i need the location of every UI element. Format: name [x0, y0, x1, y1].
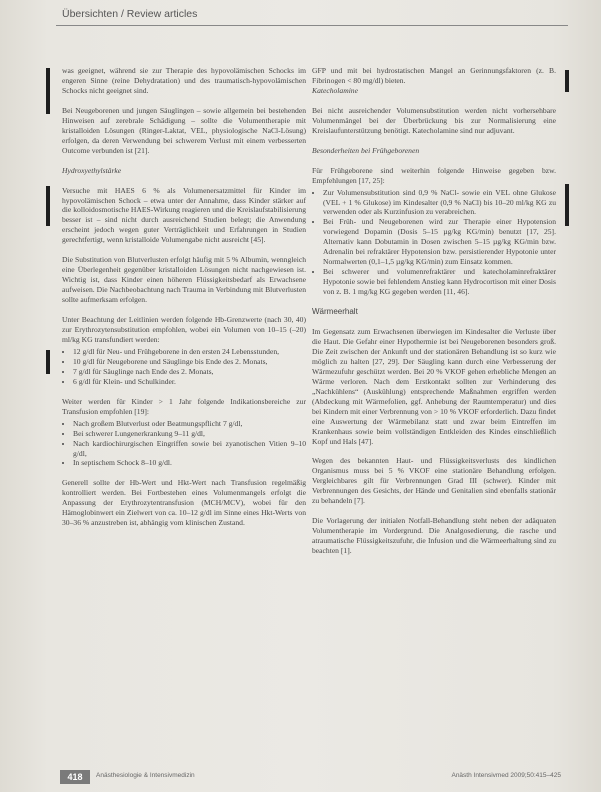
section-header: Übersichten / Review articles — [62, 8, 198, 20]
list-item: • 7 g/dl für Säuglinge nach Ende des 2. Monats, — [73, 367, 306, 377]
list-item: • In septischem Schock 8–10 g/dl. — [73, 458, 306, 468]
list-item: • 12 g/dl für Neu- und Frühgeborene in den ersten 24 Lebensstunden, — [73, 347, 306, 357]
list-item: • 6 g/dl für Klein- und Schulkinder. — [73, 377, 306, 387]
header-rule — [56, 25, 568, 26]
paragraph: Unter Beachtung der Leitlinien werden folgende Hb-Grenzwerte (nach 30, 40) zur Erythrozytensubstitution empfohlen, wobei ein Volumen von 10–15 (–20) ml/kg KG transfundiert werden: — [62, 315, 306, 344]
change-bar — [46, 68, 50, 114]
left-column — [62, 66, 306, 538]
paragraph: Bei nicht ausreichender Volumensubstitution werden nicht vorhersehbare Volumenmängel bei der Überbrückung bis zur Normalisierung eine Kreislaufunterstützung benötigt. Katecholamine sind nur adjuvant. — [312, 105, 556, 135]
list-item: • Bei schwerer und volumenrefraktärer und katecholaminrefraktärer Hypotonie sowie bei fehlendem Anstieg kann Hydrocortison mit einer Dosis von z. B. 1 mg/kg KG gegeben werden [11, 46]. — [323, 267, 556, 297]
bullet-list — [62, 347, 306, 387]
section-title: Wärmeerhalt — [312, 307, 358, 317]
paragraph: Die Substitution von Blutverlusten erfolgt häufig mit 5 % Albumin, wenngleich eine Überlegenheit gegenüber kristalloiden Lösungen nicht nachgewiesen ist. Wichtig ist, dass Kinder einen höheren Flüssigkeitsbedarf als Erwachsene aufweisen. Die Nachbeobachtung nach Trauma in Verbindung mit Blutverlusten sollte aufmerksam erfolgen. — [62, 255, 306, 305]
subheading: Hydroxyethylstärke — [62, 165, 122, 175]
bullet-list — [62, 419, 306, 469]
list-item: • Bei Früh- und Neugeborenen wird zur Therapie einer Hypotension vorwiegend Dopamin (Dosis 5–15 µg/kg KG/min) benutzt [17, 25]. Alternativ kann Dobutamin in Dosen zwischen 5–15 µg/kg KG/min bzw. Adrenalin bei refraktärer Hypotension bzw. persistierender Hypotonie unter Normalwerten (0,1–1,5 µg/kg KG/min) zum Einsatz kommen. — [323, 217, 556, 267]
footer-journal: Anästhesiologie & Intensivmedizin — [96, 772, 195, 779]
change-bar — [46, 186, 50, 226]
paragraph: Im Gegensatz zum Erwachsenen überwiegen im Kindesalter die Verluste über die Haut. Die Gefahr einer Hypothermie ist bei Neugeborenen besonders groß. Die Zeit zwischen der Ankunft und der stationären Behandlung ist so kurz wie möglich zu halten [27, 29]. Der Säugling kann durch eine Verbesserung der Wärmezufuhr geschützt werden. Bei 20 % VKOF gehen erhebliche Mengen an Wärme verloren. Nach dem Erstkontakt sollten zur Verhinderung des „Nachkühlens“ (Auskühlung) entsprechende Maßnahmen ergriffen werden (Abdeckung mit Wärmefolien, ggf. Anhebung der Raumtemperatur) und dies bei Kindern mit einer Verbrennung von > 10 % VKOF erforderlich. Dazu findet eine Auswertung der Wärmebilanz statt und zwar beim Eintreffen im Krankenhaus sowie beim vollständigen Entkleiden des Kindes einschließlich Kopf und Hals [47]. — [312, 327, 556, 446]
list-item: • Nach kardiochirurgischen Eingriffen sowie bei zyanotischen Vitien 9–10 g/dl, — [73, 439, 306, 459]
list-item: • Nach großem Blutverlust oder Beatmungspflicht 7 g/dl, — [73, 419, 306, 429]
paragraph: Weiter werden für Kinder > 1 Jahr folgende Indikationsbereiche zur Transfusion empfohlen [19]: — [62, 396, 306, 416]
paragraph: Für Frühgeborene sind weiterhin folgende Hinweise gegeben bzw. Empfehlungen [17, 25]: — [312, 165, 556, 185]
list-item: • 10 g/dl für Neugeborene und Säuglinge bis Ende des 2. Monats, — [73, 357, 306, 367]
bullet-list — [312, 188, 556, 297]
right-column — [312, 66, 556, 566]
paragraph: Versuche mit HAES 6 % als Volumenersatzmittel für Kinder im hypovolämischen Schock – etwa unter der Annahme, dass Kinder stärker auf die kolloidosmotische HAES-Wirkung reagieren und die Kreislaufstabilisierung besser ist – sind nicht durch ausreichend Studien belegt; die Anwendung erscheint jedoch wegen guter Verträglichkeit und Erfahrungen in Studien gerechtfertigt, wenn kristalloide Volumengabe nicht ausreicht [45]. — [62, 185, 306, 245]
paragraph: Wegen des bekannten Haut- und Flüssigkeitsverlusts des kindlichen Organismus muss bei 5 % VKOF eine stationäre Behandlung erfolgen. Vergleichbares gilt für Verbrennungen Grad III (schwer). Kinder mit Verbrennungen des Gesichts, der Hände und Genitalien sind ebenfalls stationär zu behandeln [7]. — [312, 456, 556, 506]
subheading: Besonderheiten bei Frühgeborenen — [312, 145, 420, 155]
list-item: • Zur Volumensubstitution sind 0,9 % NaCl- sowie ein VEL ohne Glukose (VEL + 1 % Glukose) im Kindesalter (0,9 % NaCl) bis 10–20 ml/kg KG zu verwenden oder als Kurzinfusion zu verabreichen. — [323, 188, 556, 218]
paragraph: Die Vorlagerung der initialen Notfall-Behandlung steht neben der adäquaten Volumentherapie im Vordergrund. Die Analgosedierung, die rasche und atraumatische Flüssigkeitszufuhr, die Infusion und die Wärmeerhaltung sind zu beachten [1]. — [312, 516, 556, 556]
paragraph: GFP und mit bei hydrostatischen Mangel an Gerinnungsfaktoren (z. B. Fibrinogen < 80 mg/dl) bieten. — [312, 66, 556, 85]
change-bar — [46, 350, 50, 374]
paragraph: Bei Neugeborenen und jungen Säuglingen – sowie allgemein bei bestehenden Hinweisen auf zerebrale Schädigung – sollte die Volumentherapie mit kristalloiden Lösungen (Ringer-Laktat, VEL, physiologische NaCl-Lösung) erfolgen, da deren Verwendung bei schwerem Verlust mit einem verbesserten Outcome verbunden ist [21]. — [62, 105, 306, 155]
subheading: Katecholamine — [312, 85, 358, 95]
change-bar — [565, 184, 569, 226]
change-bar — [565, 70, 569, 92]
page-number: 418 — [60, 770, 90, 784]
paragraph: was geeignet, während sie zur Therapie des hypovolämischen Schocks im engeren Sinne (reine Dehydratation) und des traumatisch-hypovolämischen Schocks nicht geeignet sind. — [62, 66, 306, 95]
footer-citation: Anästh Intensivmed 2009;50:415–425 — [451, 772, 561, 779]
list-item: • Bei schwerer Lungenerkrankung 9–11 g/dl, — [73, 429, 306, 439]
paragraph: Generell sollte der Hb-Wert und Hkt-Wert nach Transfusion regelmäßig kontrolliert werden. Bei Fortbestehen eines Volumenmangels erfolgt die Anpassung der Erythrozytentransfusion (MCH/MCV), wobei für den Hämoglobinwert ein Zielwert von ca. 10–12 g/dl im Sinne eines Hkt-Werts von 30–36 % anzustreben ist, abhängig vom klinischen Zustand. — [62, 478, 306, 528]
